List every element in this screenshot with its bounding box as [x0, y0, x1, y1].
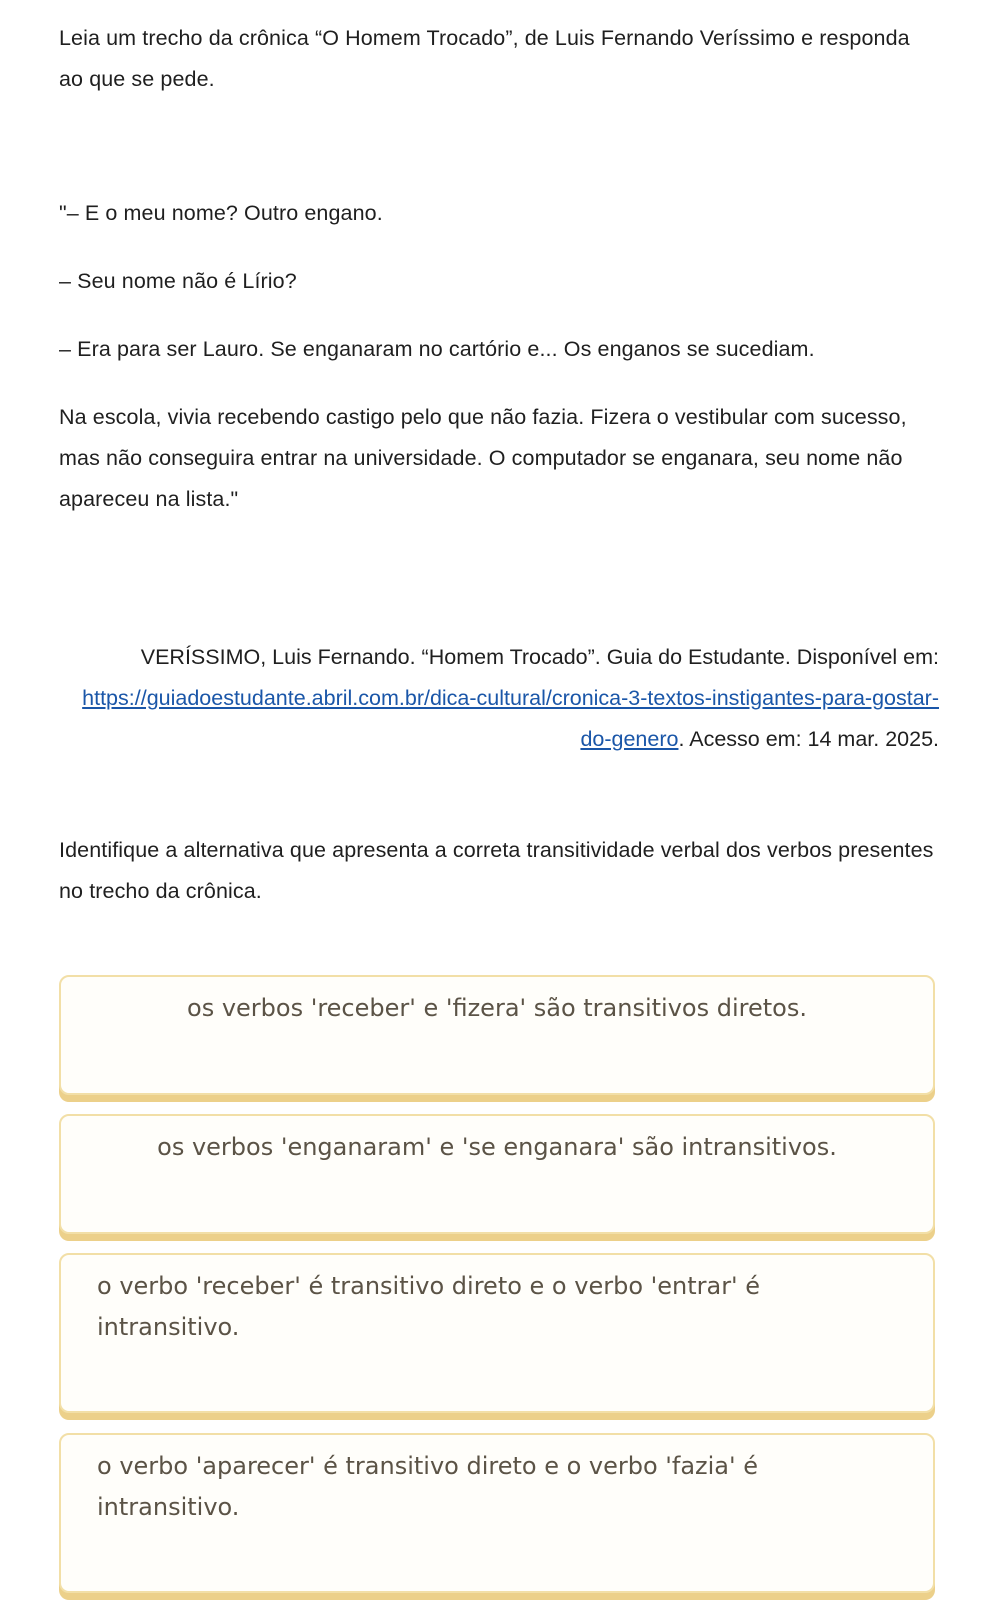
excerpt-narration: Na escola, vivia recebendo castigo pelo que não fazia. Fizera o vestibular com sucesso, mas não conseguira entrar na universidade. O computador se enganara, seu nome não apareceu na lista." [59, 405, 907, 511]
answer-option-text: o verbo 'aparecer' é transitivo direto e o verbo 'fazia' é intransitivo. [97, 1452, 758, 1521]
excerpt-line-3: – Era para ser Lauro. Se enganaram no cartório e... Os enganos se sucediam. [59, 337, 815, 361]
citation-link[interactable]: https://guiadoestudante.abril.com.br/dica-cultural/cronica-3-textos-instigantes-para-gostar-do-genero [82, 685, 939, 751]
answer-option-d[interactable] [59, 1433, 935, 1593]
question-prompt: Identifique a alternativa que apresenta a correta transitividade verbal dos verbos presentes no trecho da crônica. [59, 838, 934, 903]
answer-option-text: o verbo 'receber' é transitivo direto e o verbo 'entrar' é intransitivo. [97, 1272, 761, 1341]
intro-text: Leia um trecho da crônica “O Homem Trocado”, de Luis Fernando Veríssimo e responda ao que se pede. [59, 26, 910, 91]
citation [59, 637, 939, 760]
excerpt-line-2: – Seu nome não é Lírio? [59, 269, 297, 293]
answer-option-text: os verbos 'enganaram' e 'se enganara' são intransitivos. [157, 1133, 837, 1161]
answer-option-text: os verbos 'receber' e 'fizera' são transitivos diretos. [187, 994, 807, 1022]
citation-prefix: VERÍSSIMO, Luis Fernando. “Homem Trocado”. Guia do Estudante. Disponível em: [140, 644, 939, 669]
citation-suffix: . Acesso em: 14 mar. 2025. [678, 726, 939, 751]
answer-option-a[interactable] [59, 975, 935, 1095]
answer-option-c[interactable] [59, 1253, 935, 1413]
excerpt-line-1: "– E o meu nome? Outro engano. [59, 201, 383, 225]
answer-option-b[interactable] [59, 1114, 935, 1234]
